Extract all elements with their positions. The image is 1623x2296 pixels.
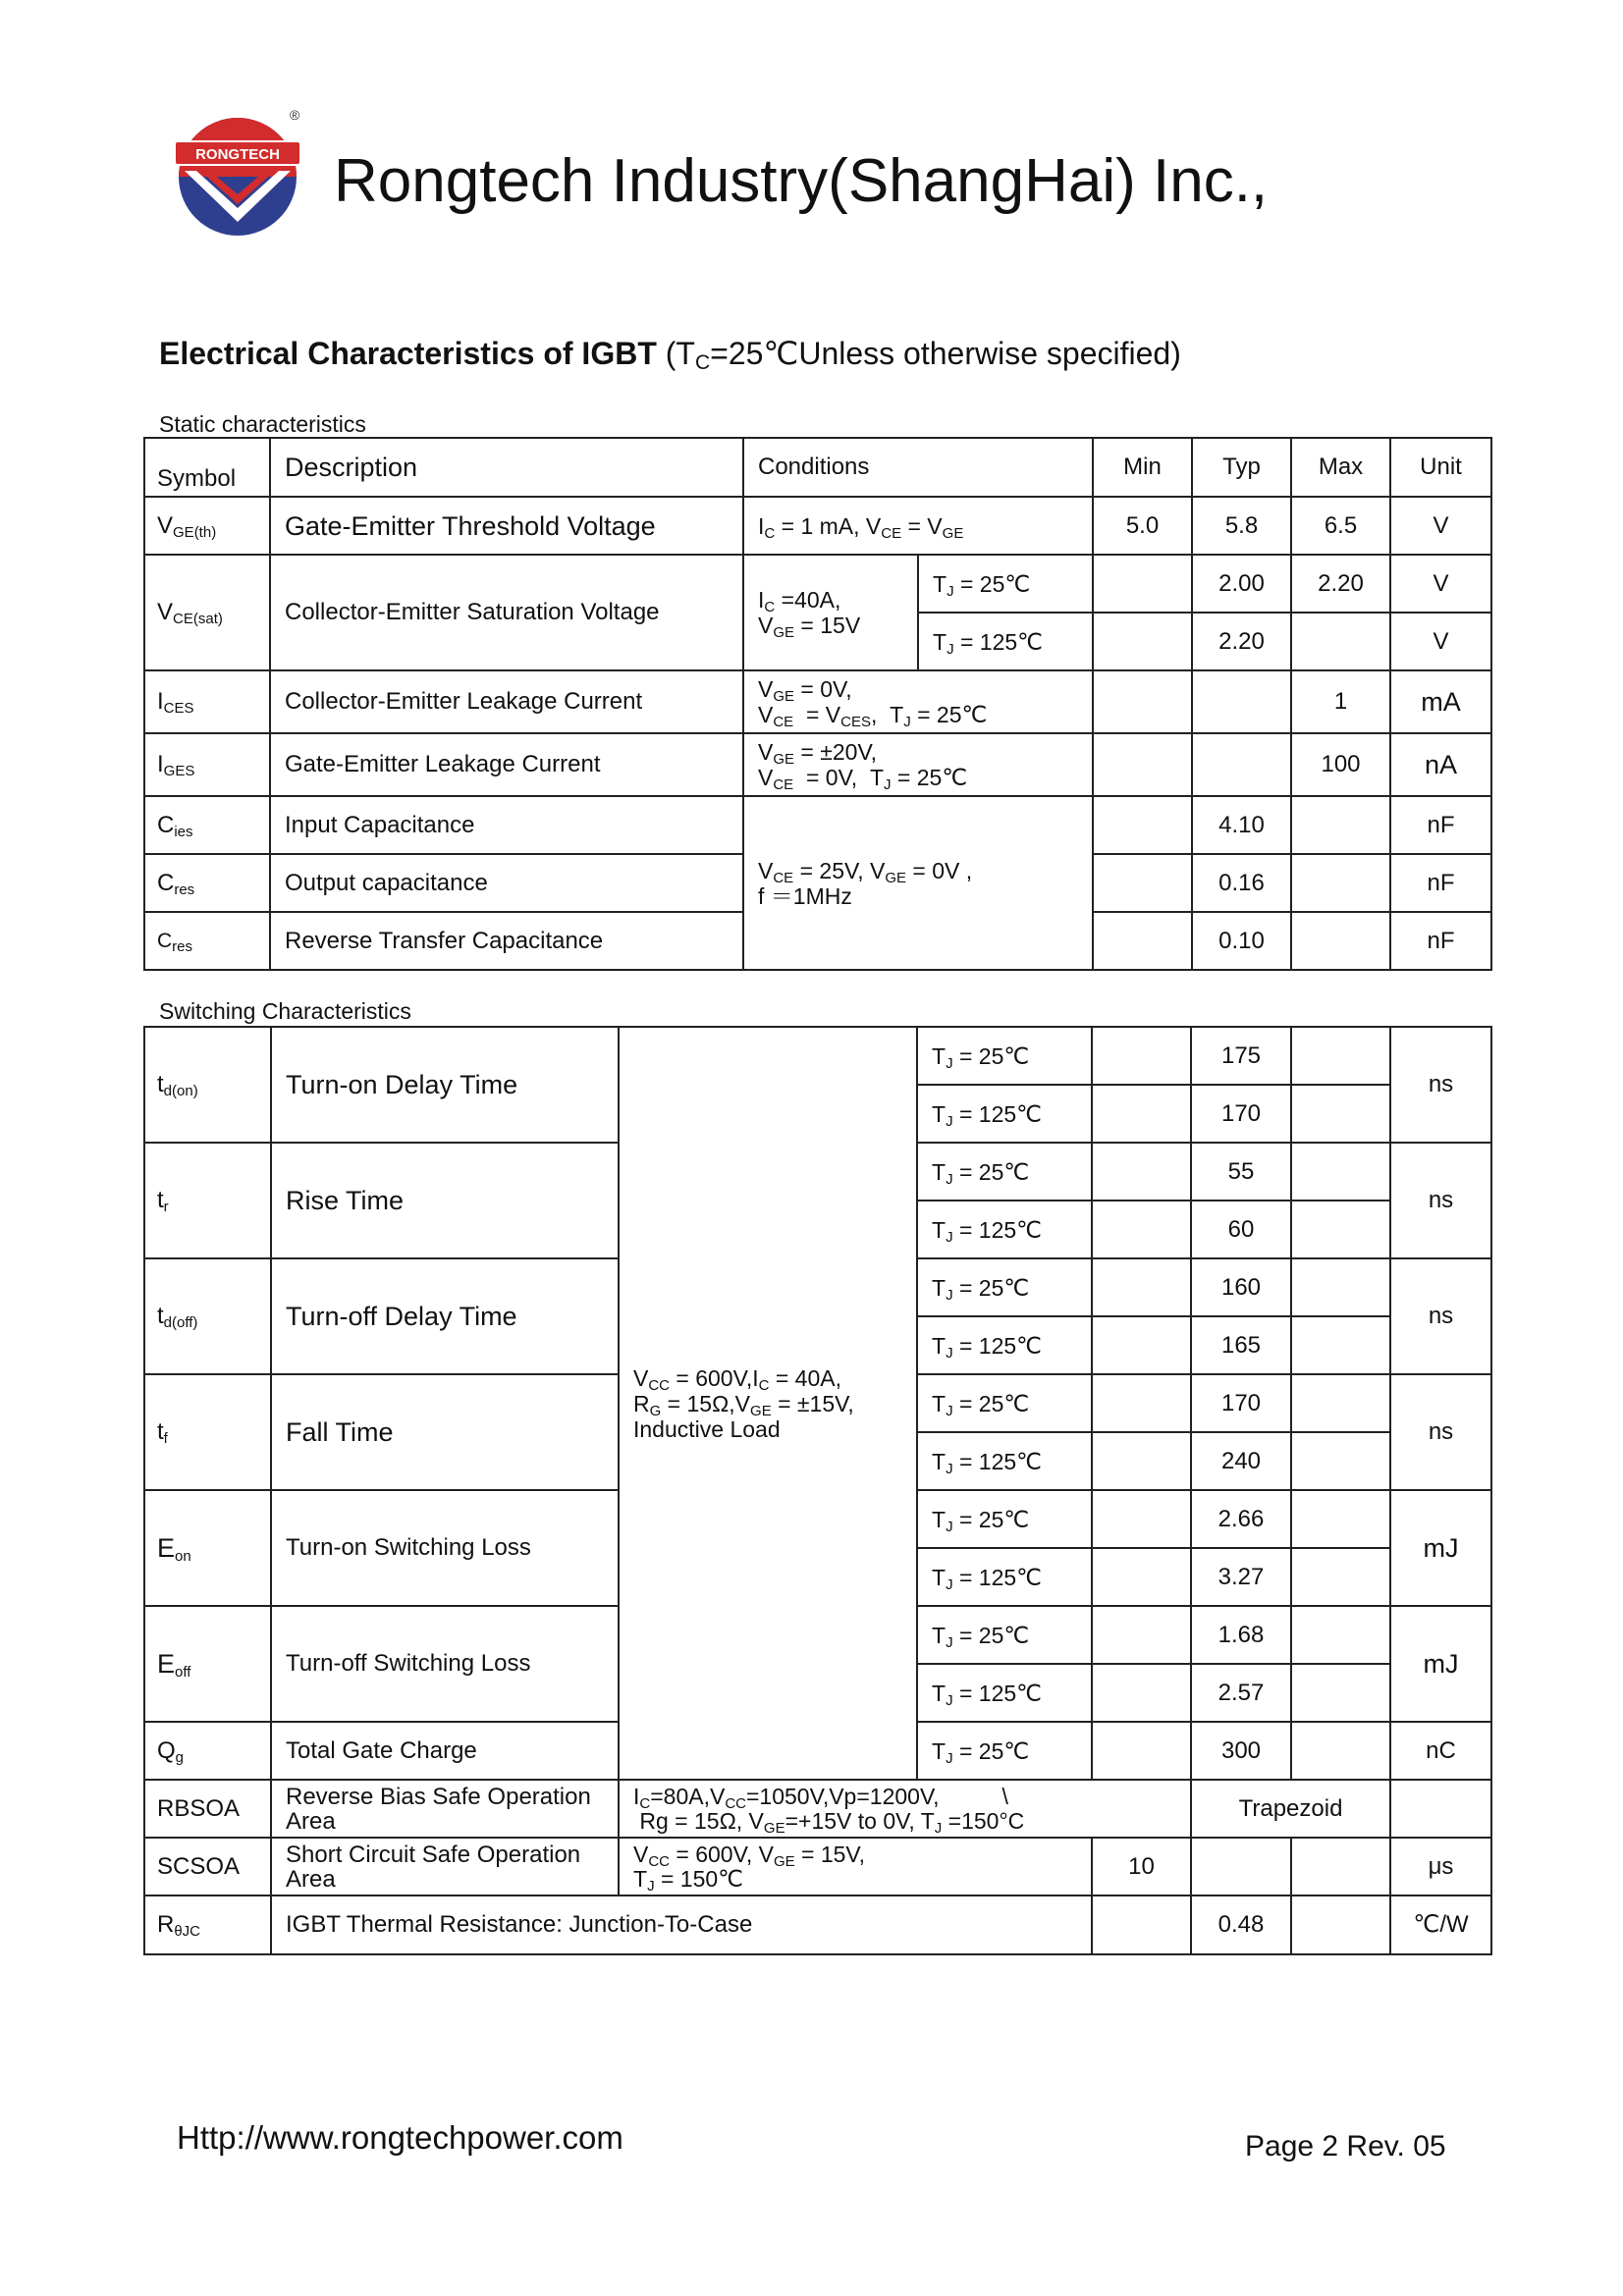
table-row	[144, 1780, 1491, 1838]
min-cell	[1092, 1432, 1191, 1490]
description-cell: Gate-Emitter Threshold Voltage	[270, 497, 743, 555]
typ-cell: 60	[1191, 1201, 1291, 1258]
table-row	[144, 796, 1491, 854]
footer-url[interactable]: Http://www.rongtechpower.com	[177, 2119, 623, 2156]
heading-cond-rest: =25℃Unless otherwise specified)	[710, 336, 1181, 371]
max-cell: 6.5	[1291, 497, 1390, 555]
min-cell	[1093, 796, 1192, 854]
description-cell: Turn-on Delay Time	[271, 1027, 619, 1143]
heading-cond-open: (T	[665, 336, 695, 371]
description-cell: Turn-off Switching Loss	[271, 1606, 619, 1722]
max-cell	[1291, 1490, 1390, 1548]
min-cell	[1093, 670, 1192, 733]
tj-cell: $T_J$ = 125℃	[918, 613, 1093, 670]
description-cell: Turn-off Delay Time	[271, 1258, 619, 1374]
symbol-cell: $t_{d(off)}$	[144, 1258, 271, 1374]
table-row	[144, 1896, 1491, 1954]
description-cell: Reverse Bias Safe Operation Area	[271, 1780, 619, 1838]
logo-text: RONGTECH	[195, 146, 280, 163]
typ-cell	[1192, 670, 1291, 733]
tj-cell: $T_J$ = 25℃	[918, 555, 1093, 613]
unit-cell: nF	[1390, 912, 1491, 970]
header-typ: Typ	[1192, 438, 1291, 497]
min-cell	[1093, 733, 1192, 796]
min-cell	[1093, 912, 1192, 970]
tj-cell: $T_J$ = 25℃	[917, 1143, 1092, 1201]
symbol-cell: $t_{d(on)}$	[144, 1027, 271, 1143]
tj-cell: $T_J$ = 25℃	[917, 1027, 1092, 1085]
description-cell: Turn-on Switching Loss	[271, 1490, 619, 1606]
typ-cell: 240	[1191, 1432, 1291, 1490]
min-cell	[1092, 1258, 1191, 1316]
symbol-cell: $C_{res}$	[144, 854, 270, 912]
symbol-cell: $C_{res}$	[144, 912, 270, 970]
description-cell: Rise Time	[271, 1143, 619, 1258]
typ-cell: 175	[1191, 1027, 1291, 1085]
header-symbol: Symbol	[144, 438, 270, 497]
symbol-cell: $t_r$	[144, 1143, 271, 1258]
unit-cell: V	[1390, 613, 1491, 670]
min-cell	[1092, 1490, 1191, 1548]
symbol-cell: $I_{GES}$	[144, 733, 270, 796]
min-cell	[1093, 854, 1192, 912]
table-row	[144, 497, 1491, 555]
unit-cell: μs	[1390, 1838, 1491, 1896]
conditions-cell: $I_C = 1$ mA, $V_{CE} = V_{GE}$	[743, 497, 1093, 555]
unit-cell: nF	[1390, 796, 1491, 854]
unit-cell	[1390, 1780, 1491, 1838]
unit-cell: V	[1390, 555, 1491, 613]
description-cell: Fall Time	[271, 1374, 619, 1490]
min-cell	[1093, 613, 1192, 670]
min-cell: 10	[1092, 1838, 1191, 1896]
max-cell: 100	[1291, 733, 1390, 796]
unit-cell: mA	[1390, 670, 1491, 733]
symbol-cell: $R_{\theta JC}$	[144, 1896, 271, 1954]
description-cell: IGBT Thermal Resistance: Junction-To-Case	[271, 1896, 1092, 1954]
symbol-cell: $C_{ies}$	[144, 796, 270, 854]
min-cell	[1092, 1664, 1191, 1722]
unit-cell: nF	[1390, 854, 1491, 912]
table-row	[144, 1027, 1491, 1085]
max-cell	[1291, 912, 1390, 970]
max-cell	[1291, 1027, 1390, 1085]
symbol-cell: $E_{on}$	[144, 1490, 271, 1606]
unit-cell: nC	[1390, 1722, 1491, 1780]
min-cell	[1092, 1316, 1191, 1374]
tj-cell: $T_J$ = 25℃	[917, 1490, 1092, 1548]
unit-cell: mJ	[1390, 1490, 1491, 1606]
max-cell	[1291, 1143, 1390, 1201]
min-cell	[1092, 1201, 1191, 1258]
symbol-cell: $I_{CES}$	[144, 670, 270, 733]
max-cell	[1291, 1838, 1390, 1896]
max-cell: 2.20	[1291, 555, 1390, 613]
conditions-cell: $V_{GE} = \pm 20V$, $V_{CE} = 0V$, $T_J$ = 25℃	[743, 733, 1093, 796]
static-header-row	[144, 438, 1491, 497]
table-row	[144, 670, 1491, 733]
min-cell	[1092, 1548, 1191, 1606]
min-cell	[1092, 1085, 1191, 1143]
symbol-cell: $V_{CE(sat)}$	[144, 555, 270, 670]
unit-cell: ns	[1390, 1374, 1491, 1490]
symbol-cell: $t_f$	[144, 1374, 271, 1490]
typ-cell: 2.20	[1192, 613, 1291, 670]
symbol-cell: SCSOA	[144, 1838, 271, 1896]
typ-cell: 2.57	[1191, 1664, 1291, 1722]
unit-cell: ℃/W	[1390, 1896, 1491, 1954]
typ-cell: 55	[1191, 1143, 1291, 1201]
tj-cell: $T_J$ = 25℃	[917, 1722, 1092, 1780]
symbol-cell: $V_{GE(th)}$	[144, 497, 270, 555]
tj-cell: $T_J$ = 125℃	[917, 1548, 1092, 1606]
min-cell: 5.0	[1093, 497, 1192, 555]
switching-caption: Switching Characteristics	[159, 998, 411, 1024]
typ-cell: 170	[1191, 1085, 1291, 1143]
section-heading	[159, 334, 1181, 373]
tj-cell: $T_J$ = 25℃	[917, 1374, 1092, 1432]
min-cell	[1092, 1606, 1191, 1664]
registered-mark: ®	[289, 107, 300, 123]
description-cell: Short Circuit Safe Operation Area	[271, 1838, 619, 1896]
header-description: Description	[270, 438, 743, 497]
max-cell	[1291, 1085, 1390, 1143]
header-max: Max	[1291, 438, 1390, 497]
symbol-cell: $E_{off}$	[144, 1606, 271, 1722]
conditions-cell: $V_{CE} = 25V$, $V_{GE} = 0V$ , f ＝1MHz	[743, 796, 1093, 970]
min-cell	[1092, 1027, 1191, 1085]
typ-cell: 165	[1191, 1316, 1291, 1374]
table-row	[144, 733, 1491, 796]
switching-conditions-cell: $V_{CC} = 600V,I_C = 40A$, $R_G = 15\Omega,V_{GE} = \pm 15V$, Inductive Load	[619, 1027, 917, 1780]
header-unit: Unit	[1390, 438, 1491, 497]
unit-cell: ns	[1390, 1258, 1491, 1374]
tj-cell: $T_J$ = 125℃	[917, 1201, 1092, 1258]
max-cell	[1291, 1722, 1390, 1780]
typ-cell: 160	[1191, 1258, 1291, 1316]
max-cell	[1291, 1548, 1390, 1606]
max-cell	[1291, 1316, 1390, 1374]
typ-cell: 0.48	[1191, 1896, 1291, 1954]
description-cell: Output capacitance	[270, 854, 743, 912]
typ-cell	[1191, 1838, 1291, 1896]
typ-cell: 170	[1191, 1374, 1291, 1432]
conditions-cell: $V_{GE} = 0V$, $V_{CE} = V_{CES}$, $T_J$ = 25℃	[743, 670, 1093, 733]
min-cell	[1092, 1143, 1191, 1201]
max-cell	[1291, 854, 1390, 912]
max-cell	[1291, 1258, 1390, 1316]
unit-cell: V	[1390, 497, 1491, 555]
max-cell	[1291, 1606, 1390, 1664]
tj-cell: $T_J$ = 125℃	[917, 1432, 1092, 1490]
typ-cell	[1192, 733, 1291, 796]
heading-bold: Electrical Characteristics of IGBT	[159, 336, 657, 371]
typ-cell: 1.68	[1191, 1606, 1291, 1664]
description-cell: Collector-Emitter Leakage Current	[270, 670, 743, 733]
max-cell	[1291, 1201, 1390, 1258]
static-table	[143, 437, 1492, 971]
typ-cell: 2.66	[1191, 1490, 1291, 1548]
header-conditions: Conditions	[743, 438, 1093, 497]
tj-cell: $T_J$ = 125℃	[917, 1316, 1092, 1374]
typ-cell: 0.16	[1192, 854, 1291, 912]
conditions-cell: $V_{CC} = 600V$, $V_{GE} = 15V$, $T_J$ = 150℃	[619, 1838, 1092, 1896]
typ-cell: 3.27	[1191, 1548, 1291, 1606]
min-cell	[1093, 555, 1192, 613]
static-caption: Static characteristics	[159, 411, 366, 437]
min-cell	[1092, 1896, 1191, 1954]
value-cell: Trapezoid	[1191, 1780, 1390, 1838]
company-name: Rongtech Industry(ShangHai) Inc.,	[334, 147, 1269, 215]
max-cell	[1291, 1432, 1390, 1490]
switching-table	[143, 1026, 1492, 1955]
heading-cond-sub: C	[694, 351, 711, 374]
unit-cell: mJ	[1390, 1606, 1491, 1722]
description-cell: Total Gate Charge	[271, 1722, 619, 1780]
typ-cell: 4.10	[1192, 796, 1291, 854]
typ-cell: 2.00	[1192, 555, 1291, 613]
typ-cell: 300	[1191, 1722, 1291, 1780]
typ-cell: 0.10	[1192, 912, 1291, 970]
max-cell: 1	[1291, 670, 1390, 733]
typ-cell: 5.8	[1192, 497, 1291, 555]
description-cell: Gate-Emitter Leakage Current	[270, 733, 743, 796]
unit-cell: nA	[1390, 733, 1491, 796]
symbol-cell: $Q_g$	[144, 1722, 271, 1780]
description-cell: Input Capacitance	[270, 796, 743, 854]
description-cell: Reverse Transfer Capacitance	[270, 912, 743, 970]
max-cell	[1291, 1896, 1390, 1954]
tj-cell: $T_J$ = 125℃	[917, 1664, 1092, 1722]
tj-cell: $T_J$ = 25℃	[917, 1258, 1092, 1316]
table-row	[144, 555, 1491, 613]
header-min: Min	[1093, 438, 1192, 497]
max-cell	[1291, 796, 1390, 854]
max-cell	[1291, 613, 1390, 670]
tj-cell: $T_J$ = 25℃	[917, 1606, 1092, 1664]
unit-cell: ns	[1390, 1027, 1491, 1143]
unit-cell: ns	[1390, 1143, 1491, 1258]
rongtech-logo	[171, 106, 308, 239]
table-row	[144, 1838, 1491, 1896]
footer-page-info: Page 2 Rev. 05	[1245, 2130, 1446, 2163]
max-cell	[1291, 1374, 1390, 1432]
description-cell: Collector-Emitter Saturation Voltage	[270, 555, 743, 670]
conditions-cell: $I_C =40A$, $V_{GE} = 15V$	[743, 555, 918, 670]
min-cell	[1092, 1722, 1191, 1780]
symbol-cell: RBSOA	[144, 1780, 271, 1838]
tj-cell: $T_J$ = 125℃	[917, 1085, 1092, 1143]
max-cell	[1291, 1664, 1390, 1722]
min-cell	[1092, 1374, 1191, 1432]
conditions-cell: $I_C=80A,V_{CC}=1050V,Vp=1200V$, \ Rg = 15Ω, $V_{GE}=+15V$ to 0V, $T_J =150^\circ C$	[619, 1780, 1191, 1838]
